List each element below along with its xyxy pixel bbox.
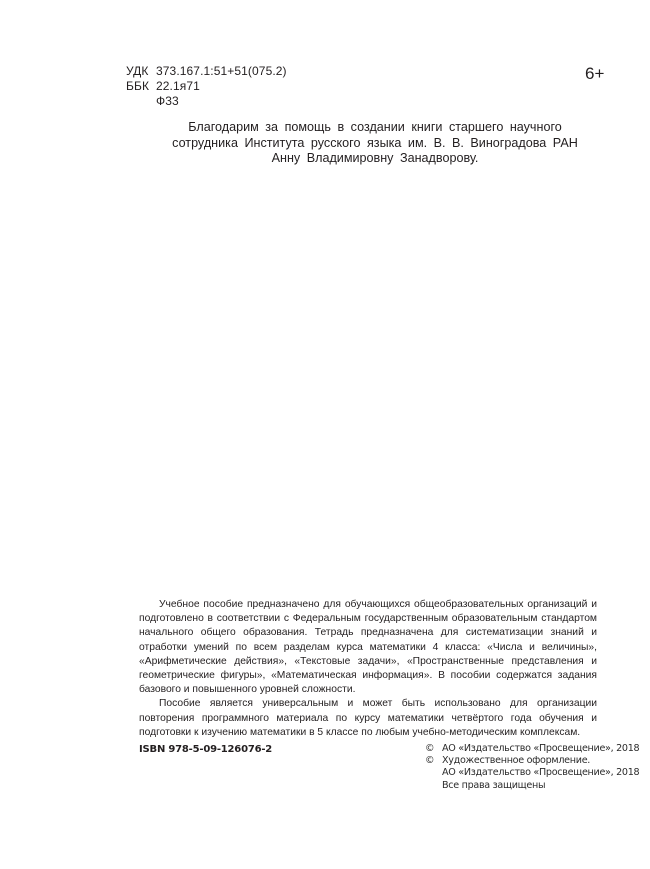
author-mark: Ф33 <box>156 94 179 108</box>
annotation-paragraph: Пособие является универсальным и может быть использовано для организации повторения программного материала по курсу математики четвёртого года обучения и подготовки к изучению математики в 5 классе по любым учебно-методическим комплексам. <box>139 698 597 738</box>
annotation-paragraph: Учебное пособие предназначено для обучающихся общеобразовательных организаций и подготовлено в соответствии с Федеральным государственным образовательным стандартом начального общего образования. Тетрадь предназначена для систематизации знаний и отработки умений по всем разделам курса математики 4 класса: «Числа и величины», «Арифметические действия», «Текстовые задачи», «Пространственные представления и геометрические фигуры», «Математическая информация». В пособии содержатся задания базового и повышенного уровней сложности. <box>139 599 597 696</box>
bbk-value: 22.1я71 <box>156 79 200 93</box>
acknowledgement-line: Благодарим за помощь в создании книги старшего научного <box>188 120 562 134</box>
rights-reserved: Все права защищены <box>442 779 546 791</box>
age-rating: 6+ <box>585 64 605 83</box>
copyright-line: АО «Издательство «Просвещение», 2018 <box>442 743 640 754</box>
udk-row <box>126 64 287 79</box>
copyright-line: АО «Издательство «Просвещение», 2018 <box>442 767 640 779</box>
isbn: ISBN 978-5-09-126076-2 <box>139 744 273 755</box>
bbk-label: ББК <box>126 79 150 93</box>
copyright-icon: © <box>425 755 435 767</box>
udk-label: УДК <box>126 64 149 78</box>
copyright-row <box>425 755 639 767</box>
acknowledgement <box>150 120 600 167</box>
bbk-row <box>126 79 287 94</box>
acknowledgement-line: Анну Владимировну Занадворову. <box>271 151 479 166</box>
copyright-line: Художественное оформление. <box>442 755 591 767</box>
author-mark-row <box>126 94 287 109</box>
acknowledgement-line: сотрудника Института русского языка им. В. В. Виноградова РАН <box>172 135 578 150</box>
copyright-block <box>425 743 639 792</box>
udk-value: 373.167.1:51+51(075.2) <box>156 64 287 78</box>
copyright-row <box>425 743 639 755</box>
annotation <box>139 598 597 740</box>
copyright-icon: © <box>425 743 435 754</box>
classification-block <box>126 64 287 109</box>
